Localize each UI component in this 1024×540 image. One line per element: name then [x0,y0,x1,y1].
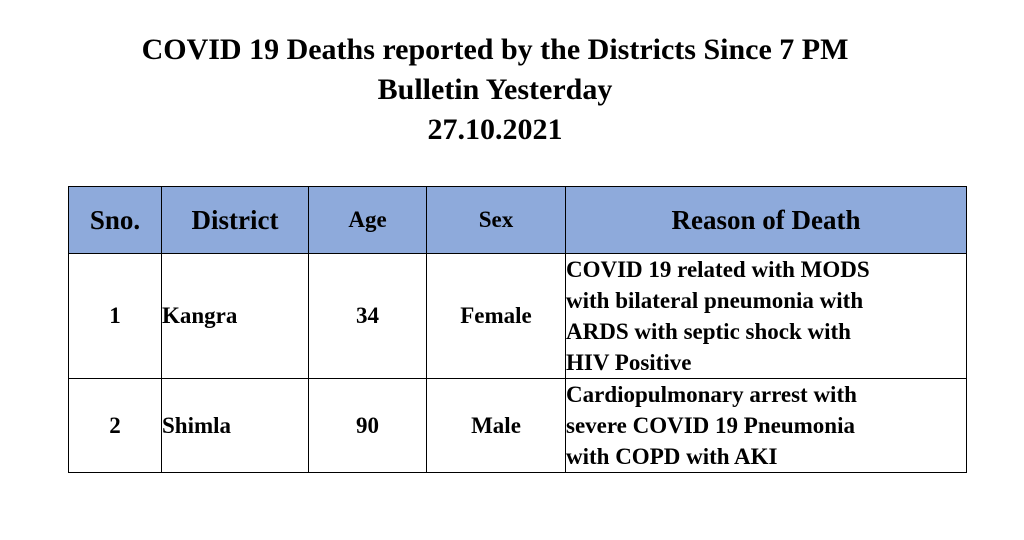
cell-sex: Female [427,254,566,379]
header-district: District [162,187,309,254]
reason-line: HIV Positive [566,350,692,375]
header-sex: Sex [427,187,566,254]
cell-reason [566,379,967,473]
cell-district: Shimla [162,379,309,473]
page-title [0,30,990,150]
deaths-table [68,186,967,473]
cell-sno: 1 [69,254,162,379]
cell-reason [566,254,967,379]
cell-age: 90 [309,379,427,473]
title-date: 27.10.2021 [427,113,563,146]
cell-sno: 2 [69,379,162,473]
table-row [69,379,967,473]
reason-line: ARDS with septic shock with [566,319,851,344]
cell-sex: Male [427,379,566,473]
header-sno: Sno. [69,187,162,254]
title-line-2: Bulletin Yesterday [377,73,613,106]
header-age: Age [309,187,427,254]
reason-line: Cardiopulmonary arrest with [566,382,857,407]
cell-district: Kangra [162,254,309,379]
header-reason: Reason of Death [566,187,967,254]
reason-line: with COPD with AKI [566,444,778,469]
reason-line: COVID 19 related with MODS [566,257,870,282]
reason-line: with bilateral pneumonia with [566,288,864,313]
cell-age: 34 [309,254,427,379]
table-row [69,254,967,379]
title-line-1: COVID 19 Deaths reported by the Districts Since 7 PM [141,33,849,66]
reason-line: severe COVID 19 Pneumonia [566,413,855,438]
table-header-row [69,187,967,254]
